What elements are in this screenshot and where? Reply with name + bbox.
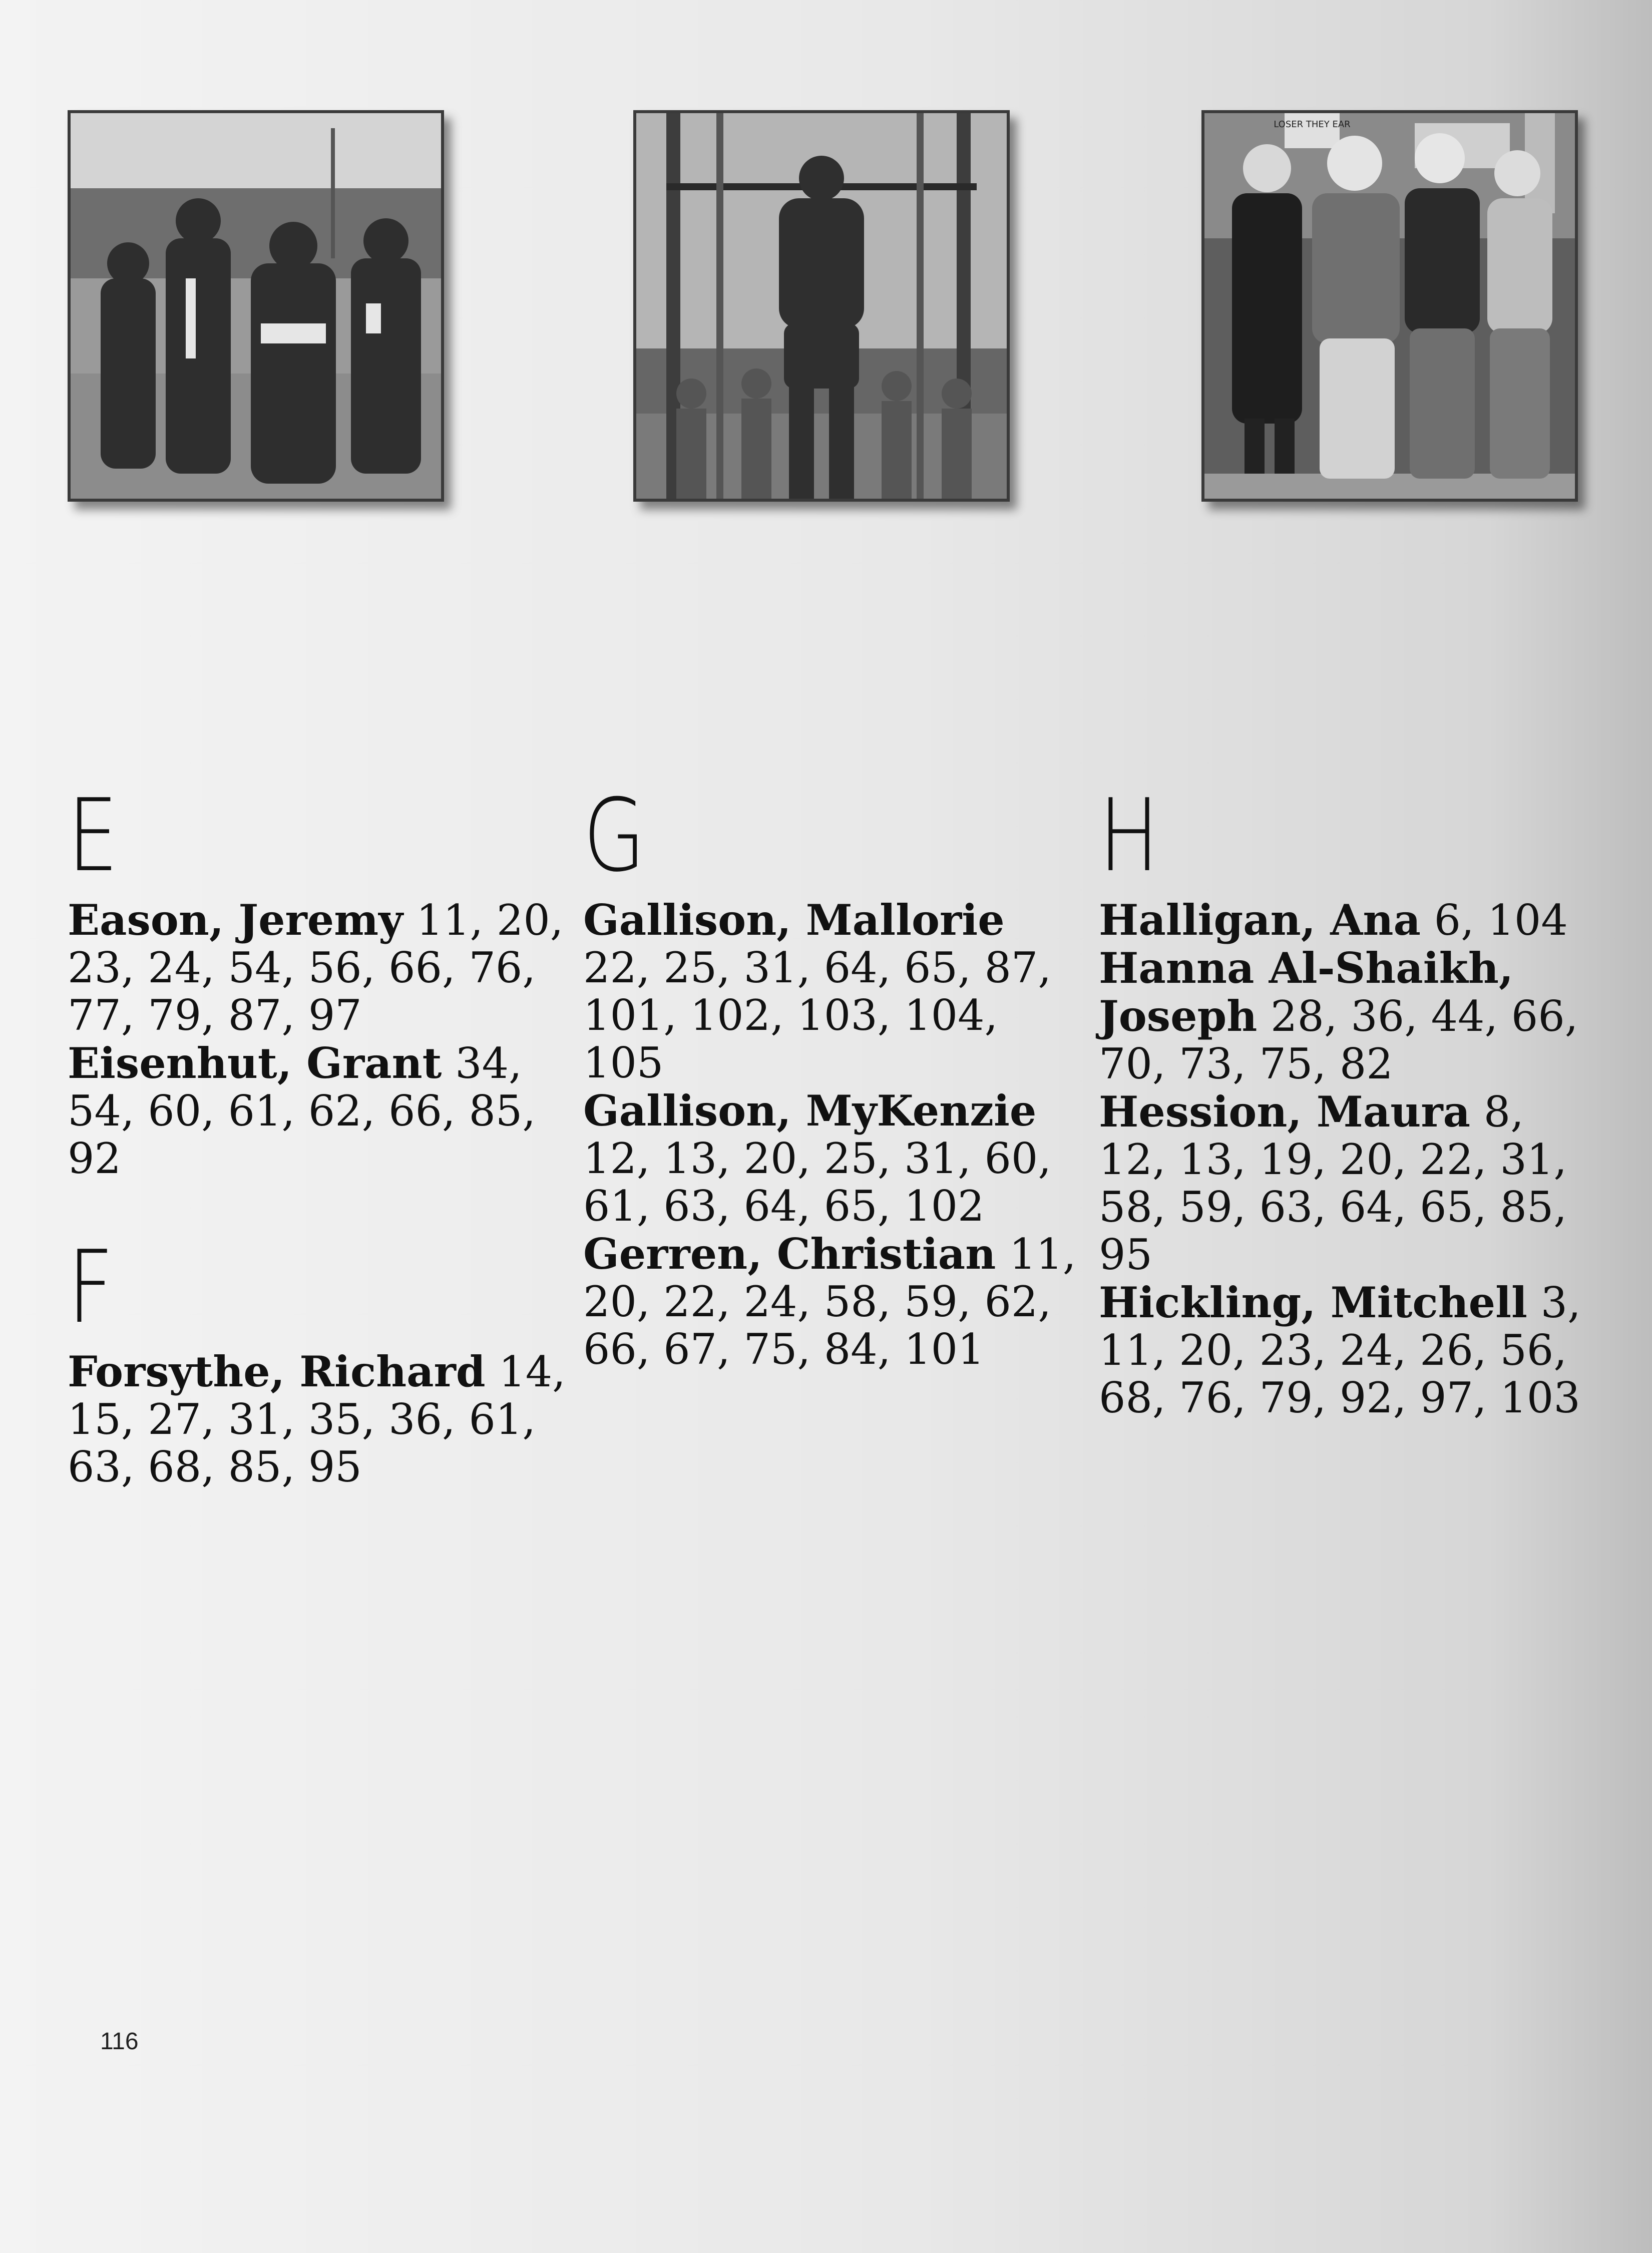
- index-column-h: [1099, 778, 1599, 1422]
- entry-pages: 28, 36, 44, 66, 70, 73, 75, 82: [1099, 992, 1578, 1088]
- entry-name: Halligan, Ana: [1099, 895, 1421, 945]
- index-entry: [68, 1348, 593, 1491]
- entry-name: Hickling, Mitchell: [1099, 1278, 1527, 1327]
- section-letter-f: F: [68, 1229, 114, 1346]
- entry-name: Gallison, Mallorie: [583, 895, 1005, 945]
- section-letter-h: H: [1099, 778, 1159, 894]
- entry-name: Eisenhut, Grant: [68, 1038, 442, 1088]
- index-entry: [1099, 1279, 1599, 1422]
- index-entry: [1099, 944, 1599, 1088]
- entry-name: Gerren, Christian: [583, 1229, 996, 1279]
- photo-sign-text: LOSER THEY EAR: [1274, 119, 1351, 130]
- section-letter-g: G: [583, 778, 645, 894]
- entry-pages: 34, 54, 60, 61, 62, 66, 85, 92: [68, 1039, 536, 1183]
- entry-pages: 11, 20, 23, 24, 54, 56, 66, 76, 77, 79, 87, 97: [68, 896, 564, 1040]
- index-entry: [1099, 1088, 1599, 1279]
- entry-name: Hession, Maura: [1099, 1087, 1471, 1137]
- index-column-g: [583, 778, 1084, 1374]
- entry-name: Hanna Al-Shaikh, Joseph: [1099, 943, 1514, 1041]
- index-entry: [1099, 896, 1599, 944]
- index-entry: [583, 1087, 1084, 1230]
- index-entry: [68, 1039, 593, 1183]
- photo-students-group: [1201, 110, 1578, 502]
- entry-pages: 3, 11, 20, 23, 24, 26, 56, 68, 76, 79, 92, 97, 103: [1099, 1278, 1581, 1422]
- index-column-e-f: [68, 778, 593, 1491]
- entry-pages: 8, 12, 13, 19, 20, 22, 31, 58, 59, 63, 64, 65, 85, 95: [1099, 1087, 1567, 1279]
- entry-name: Forsythe, Richard: [68, 1347, 486, 1396]
- entry-name: Gallison, MyKenzie: [583, 1086, 1037, 1136]
- entry-name: Eason, Jeremy: [68, 895, 403, 945]
- section-letter-e: E: [68, 778, 119, 894]
- photo-cadets-uniform: [68, 110, 444, 502]
- entry-pages: 22, 25, 31, 64, 65, 87, 101, 102, 103, 104, 105: [583, 943, 1052, 1087]
- entry-pages: 11, 20, 22, 24, 58, 59, 62, 66, 67, 75, 84, 101: [583, 1230, 1076, 1374]
- index-entry: [68, 896, 593, 1039]
- entry-pages: 14, 15, 27, 31, 35, 36, 61, 63, 68, 85, 95: [68, 1347, 566, 1491]
- index-entry: [583, 896, 1084, 1087]
- photo-pullup-bar: [633, 110, 1010, 502]
- entry-pages: 12, 13, 20, 25, 31, 60, 61, 63, 64, 65, 102: [583, 1134, 1052, 1231]
- page-number: 116: [100, 2028, 139, 2055]
- entry-pages: 6, 104: [1434, 896, 1568, 945]
- index-entry: [583, 1230, 1084, 1373]
